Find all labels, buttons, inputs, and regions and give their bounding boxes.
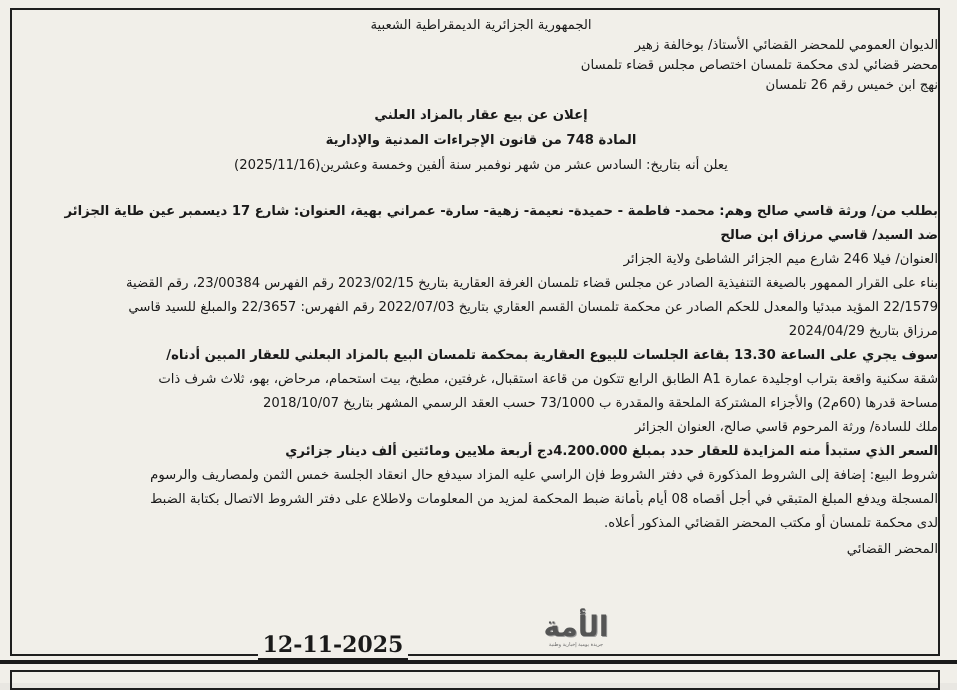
judgment-basis-line-2: 22/1579 المؤيد مبدئيا والمعدل للحكم الصادر عن محكمة تلمسان القسم العقاري بتاريخ 2022/07/03 رقم الفهرس: 22/3657 والمبلغ للسيد قاسي (128, 300, 938, 315)
office-address: نهج ابن خميس رقم 26 تلمسان (765, 78, 938, 93)
bottom-divider (0, 660, 957, 664)
country-header: الجمهورية الجزائرية الديمقراطية الشعبية (370, 18, 592, 33)
notice-title: إعلان عن بيع عقار بالمزاد العلني (374, 108, 588, 123)
sale-conditions-line-1: شروط البيع: إضافة إلى الشروط المذكورة في دفتر الشروط فإن الراسي عليه المزاد سيدفع حال انعقاد الجلسة خمس الثمن ولمصاريف والرسوم (150, 468, 938, 483)
plaintiffs: بطلب من/ ورثة قاسي صالح وهم: محمد- فاطمة - حميدة- نعيمة- زهية- سارة- عمراني بهية، العنوان: شارع 17 ديسمبر عين طاية الجزائر (64, 204, 938, 219)
property-owner: ملك للسادة/ ورثة المرحوم قاسي صالح، العنوان الجزائر (634, 420, 938, 435)
signature-label: المحضر القضائي (846, 542, 938, 557)
next-notice-frame (10, 670, 940, 690)
office-jurisdiction: محضر قضائي لدى محكمة تلمسان اختصاص مجلس قضاء تلمسان (580, 58, 938, 73)
sale-conditions-line-3: لدى محكمة تلمسان أو مكتب المحضر القضائي المذكور أعلاه. (604, 516, 938, 531)
logo-wordmark: الأمة (543, 610, 609, 643)
defendant: ضد السيد/ قاسي مرزاق ابن صالح (720, 228, 938, 243)
logo-subtitle: جريدة يومية إخبارية وطنية (548, 642, 604, 648)
judgment-basis-line-1: بناء على القرار الممهور بالصيغة التنفيذية الصادر عن مجلس قضاء تلمسان الغرفة العقارية بتاريخ 2023/02/15 رقم الفهرس 23/00384، رقم القضية (125, 276, 938, 291)
sale-conditions-line-2: المسجلة ويدفع المبلغ المتبقي في أجل أقصاه 08 أيام بأمانة ضبط المحكمة لمزيد من المعلومات ولاطلاع على دفتر الشروط الاتصال بكتابة الضبط (150, 492, 938, 507)
judgment-basis-line-3: مرزاق بتاريخ 2024/04/29 (788, 324, 938, 339)
announcement-date: يعلن أنه بتاريخ: السادس عشر من شهر نوفمبر سنة ألفين وخمسة وعشرين(2025/11/16) (234, 158, 728, 173)
legal-notice (24, 14, 938, 560)
newspaper-logo (540, 612, 612, 652)
defendant-address: العنوان/ فيلا 246 شارع ميم الجزائر الشاطئ ولاية الجزائر (623, 252, 938, 267)
publication-date: 12-11-2025 (258, 632, 408, 661)
starting-price: السعر الذي ستبدأ منه المزايدة للعقار حدد بمبلغ 4.200.000دج أربعة ملايين ومائتين ألف دينار جزائري (285, 444, 938, 459)
sale-time: سوف يجري على الساعة 13.30 بقاعة الجلسات للبيوع العقارية بمحكمة تلمسان البيع بالمزاد البعلني للعقار المبين أدناه/ (166, 348, 938, 363)
property-description-line-2: مساحة قدرها (60م2) والأجزاء المشتركة الملحقة والمقدرة ب 73/1000 حسب العقد الرسمي المشهر بتاريخ 2018/10/07 (263, 396, 938, 411)
legal-article: المادة 748 من قانون الإجراءات المدنية والإدارية (325, 133, 637, 148)
office-name: الديوان العمومي للمحضر القضائي الأستاذ/ بوخالفة زهير (634, 38, 938, 53)
property-description-line-1: شقة سكنية واقعة بتراب اوجليدة عمارة A1 الطابق الرابع تتكون من قاعة استقبال، غرفتين، مطبخ، بيت استحمام، مرحاض، بهو، ثلاث شرف ذات (158, 372, 938, 387)
